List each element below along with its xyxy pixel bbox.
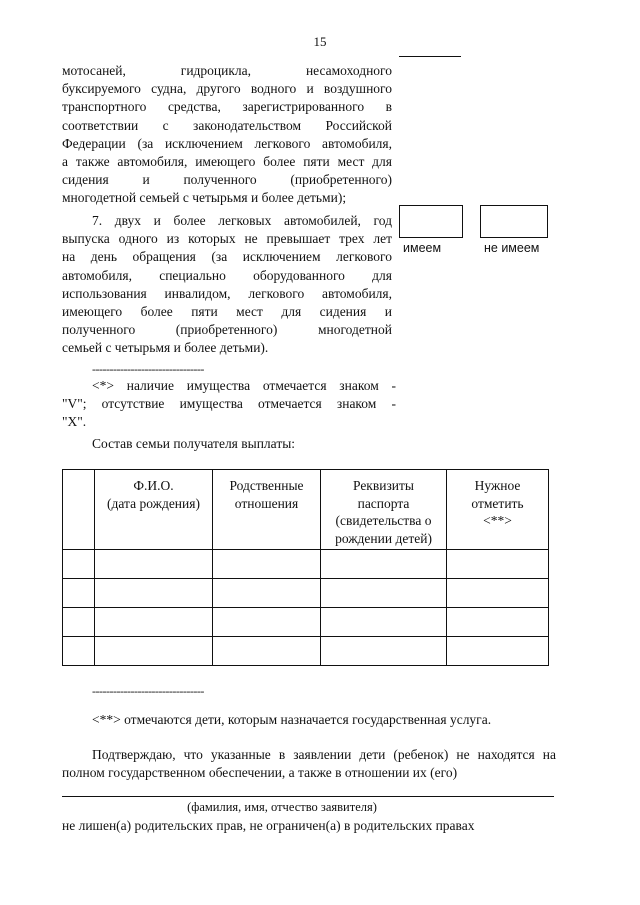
table-cell[interactable] [95, 608, 213, 637]
table-cell[interactable] [63, 608, 95, 637]
table-cell[interactable] [63, 579, 95, 608]
table-cell[interactable] [213, 608, 321, 637]
not-have-label: не имеем [484, 241, 540, 255]
item-7-line: на день обращения (за исключением легкового [62, 249, 392, 265]
table-cell[interactable] [95, 550, 213, 579]
item-7-line: автомобиля, специально оборудованного для [62, 267, 392, 283]
table-row [63, 608, 549, 637]
family-table [62, 469, 549, 666]
item-7-line: семьей с четырьмя и более детьми). [62, 340, 269, 356]
header-name-line: Ф.И.О. [133, 478, 174, 493]
final-line: не лишен(а) родительских прав, не ограничен(а) в родительских правах [62, 818, 475, 833]
item-7-line: имеющего более пяти мест для сидения и [62, 304, 392, 320]
table-cell[interactable] [213, 550, 321, 579]
table-cell[interactable] [63, 550, 95, 579]
have-label: имеем [403, 241, 442, 255]
table-row [63, 579, 549, 608]
table-header-number [63, 470, 95, 550]
item-7-text [62, 212, 392, 358]
footnote-1 [62, 377, 396, 432]
footnote-1-line: "V"; отсутствие имущества отмечается знаком - [62, 396, 396, 412]
header-passport-line: паспорта [357, 495, 410, 511]
not-have-checkbox[interactable] [480, 205, 548, 238]
confirmation-line: Подтверждаю, что указанные в заявлении дети (ребенок) не находятся на [92, 747, 556, 762]
table-header-row [63, 470, 549, 550]
table-header-passport [321, 470, 447, 550]
item-7-line: выпуска одного из которых не превышает трех лет [62, 231, 392, 247]
item-7-line: использования инвалидом, легкового автомобиля, [62, 285, 392, 301]
item-7-line: 7. двух и более легковых автомобилей, год [92, 213, 392, 228]
family-heading: Состав семьи получателя выплаты: [92, 436, 296, 451]
footnote-1-line: "X". [62, 414, 87, 430]
item-6-line: транспортного средства, зарегистрированного в [62, 99, 392, 115]
header-passport-line: рождении детей) [335, 530, 432, 546]
item-6-line: сидения и полученного (приобретенного) [62, 172, 392, 188]
table-cell[interactable] [321, 579, 447, 608]
table-cell[interactable] [213, 637, 321, 666]
table-cell[interactable] [321, 637, 447, 666]
table-cell[interactable] [447, 637, 549, 666]
confirmation-line: полном государственном обеспечении, а также в отношении их (его) [62, 765, 458, 781]
item-6-line: а также автомобиля, имеющего более пяти мест для [62, 154, 392, 170]
table-header-name [95, 470, 213, 550]
header-relation-line: Родственные [229, 478, 304, 493]
table-cell[interactable] [63, 637, 95, 666]
item-6-line: соответствии с законодательством Российской [62, 117, 392, 133]
header-relation-line: отношения [234, 495, 299, 511]
header-mark-line: <**> [483, 513, 512, 528]
item-6-line: многодетной семьей с четырьмя и более детьми); [62, 190, 347, 206]
item-6-text [62, 62, 392, 208]
table-cell[interactable] [447, 550, 549, 579]
header-mark-line: отметить [471, 495, 524, 511]
table-cell[interactable] [95, 637, 213, 666]
table-header-relation [213, 470, 321, 550]
item-6-line: буксируемого судна, другого водного и воздушного [62, 81, 392, 97]
table-header-mark [447, 470, 549, 550]
table-cell[interactable] [447, 608, 549, 637]
table-cell[interactable] [321, 550, 447, 579]
footnote-1-line: <*> наличие имущества отмечается знаком - [92, 378, 396, 393]
table-row [63, 550, 549, 579]
footnote-2-separator: -------------------------------- [92, 684, 204, 698]
item-6-line: мотосаней, гидроцикла, несамоходного [62, 63, 392, 78]
header-rule [399, 56, 461, 57]
table-cell[interactable] [213, 579, 321, 608]
item-6-line: Федерации (за исключением легкового автомобиля, [62, 135, 392, 151]
table-cell[interactable] [95, 579, 213, 608]
header-passport-line: Реквизиты [352, 478, 414, 493]
item-7-line: полученного (приобретенного) многодетной [62, 322, 392, 338]
have-checkbox[interactable] [399, 205, 463, 238]
footnote-2: <**> отмечаются дети, которым назначается государственная услуга. [92, 712, 492, 727]
footnote-separator: -------------------------------- [92, 362, 204, 376]
confirmation-text [62, 746, 556, 782]
table-cell[interactable] [321, 608, 447, 637]
header-mark-line: Нужное [474, 478, 521, 493]
page-number: 15 [313, 34, 327, 49]
table-row [63, 637, 549, 666]
applicant-name-line[interactable] [62, 796, 554, 797]
table-cell[interactable] [447, 579, 549, 608]
header-passport-line: (свидетельства о [335, 513, 432, 528]
header-name-line: (дата рождения) [107, 495, 200, 511]
applicant-name-caption: (фамилия, имя, отчество заявителя) [187, 800, 377, 814]
